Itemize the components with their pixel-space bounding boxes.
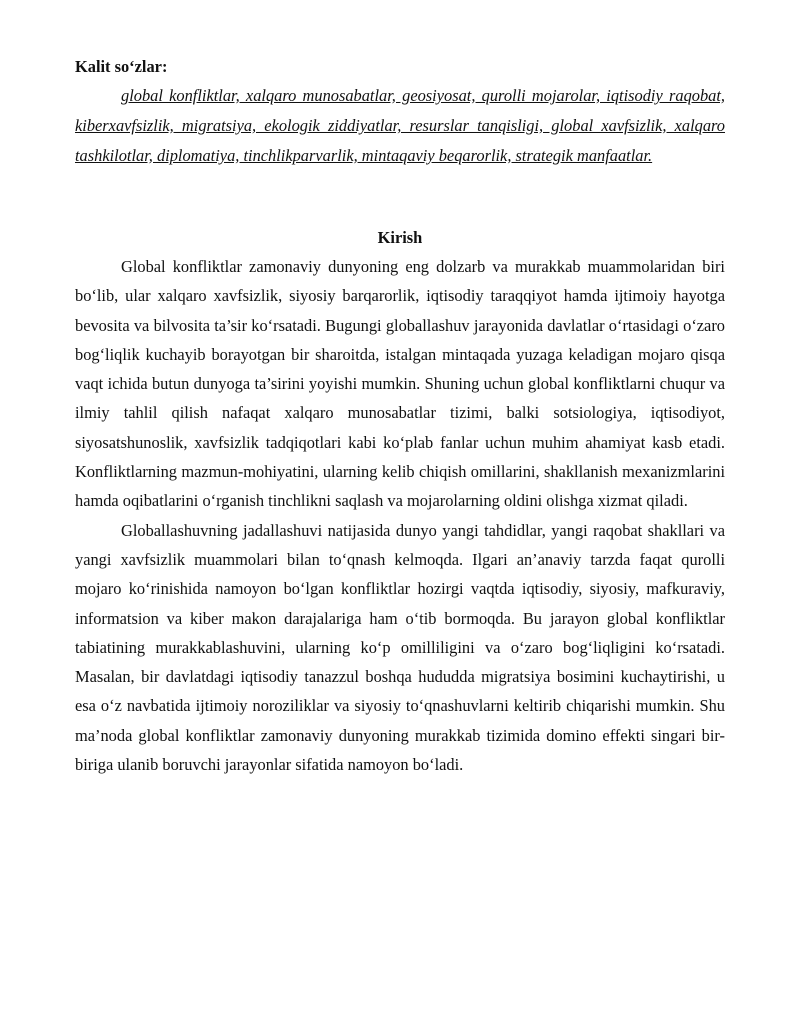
section-title: Kirish [377,228,423,247]
keywords-heading: Kalit so‘zlar: [75,57,168,76]
paragraph-2: Globallashuvning jadallashuvi natijasida dunyo yangi tahdidlar, yangi raqobat shakllari va yangi xavfsizlik muammolari bilan to‘qnash kelmoqda. Ilgari an’anaviy tarzda faqat qurolli mojaro ko‘rinishida namoyon bo‘lgan konfliktlar hozirgi vaqtda iqtisodiy, siyosiy, mafkuraviy, informatsion va kiber makon darajalariga ham o‘tib bormoqda. Bu jarayon global konfliktlar tabiatining murakkablashuvini, ularning ko‘p omilliligini va o‘zaro bog‘liqligini ko‘rsatadi. Masalan, bir davlatdagi iqtisodiy tanazzul boshqa hududda migratsiya bosimini kuchaytirishi, u esa o‘z navbatida ijtimoiy noroziliklar va siyosiy to‘qnashuvlarni keltirib chiqarishi mumkin. Shu ma’noda global konfliktlar zamonaviy dunyoning murakkab tizimida domino effekti singari bir-biriga ulanib boruvchi jarayonlar sifatida namoyon bo‘ladi. [75,520,725,775]
keywords-list: global konfliktlar, xalqaro munosabatlar, geosiyosat, qurolli mojarolar, iqtisodiy raqobat, kiberxavfsizlik, migratsiya, ekologik ziddiyatlar, resurslar tanqisligi, global xavfsizlik, xalqaro tashkilotlar, diplomatiya, tinchlikparvarlik, mintaqaviy beqarorlik, strategik manfaatlar. [75,86,725,165]
paragraph-1: Global konfliktlar zamonaviy dunyoning eng dolzarb va murakkab muammolaridan biri bo‘lib, ular xalqaro xavfsizlik, siyosiy barqarorlik, iqtisodiy taraqqiyot hamda ijtimoiy hayotga bevosita va bilvosita ta’sir ko‘rsatadi. Bugungi globallashuv jarayonida davlatlar o‘rtasidagi o‘zaro bog‘liqlik kuchayib borayotgan bir sharoitda, istalgan mintaqada yuzaga keladigan mojaro qisqa vaqt ichida butun dunyoga ta’sirini yoyishi mumkin. Shuning uchun global konfliktlarni chuqur va ilmiy tahlil qilish nafaqat xalqaro munosabatlar tizimi, balki sotsiologiya, iqtisodiyot, siyosatshunoslik, xavfsizlik tadqiqotlari kabi ko‘plab fanlar uchun muhim ahamiyat kasb etadi. Konfliktlarning mazmun-mohiyatini, ularning kelib chiqish omillarini, shakllanish mexanizmlarini hamda oqibatlarini o‘rganish tinchlikni saqlash va mojarolarning oldini olishga xizmat qiladi. [75,257,725,511]
document-page [75,52,725,779]
